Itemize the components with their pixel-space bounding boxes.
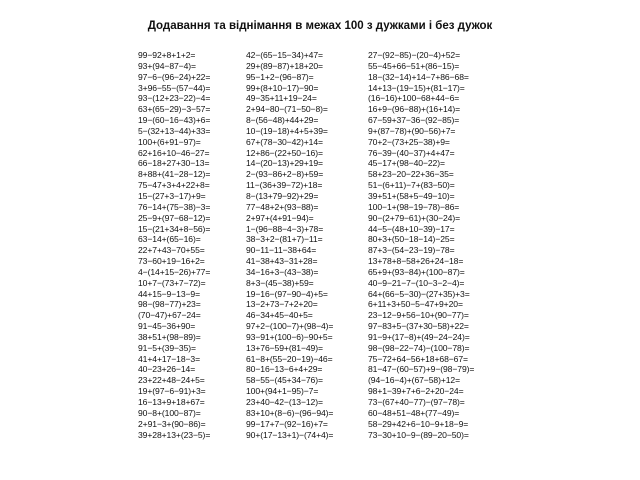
- exercise: 8−(56−48)+44+29=: [246, 115, 319, 126]
- exercise: 40−23+26−14=: [138, 364, 196, 375]
- exercise: 41−38+43−31+28=: [246, 256, 318, 267]
- exercise: 44+15−9−13−9=: [138, 288, 201, 299]
- exercise: 8−(13+79−92)+29=: [246, 190, 319, 201]
- exercise: 10+7−(73+7−72)=: [138, 277, 206, 288]
- exercise-column-2: [246, 50, 333, 440]
- exercise: 63+(65−29)−3−57=: [138, 104, 211, 115]
- exercise: 2+91−3+(90−86)=: [138, 418, 206, 429]
- exercise: 65+9+(93−84)+(100−87)=: [368, 266, 465, 277]
- exercise: 67−59+37−36−(92−85)=: [368, 115, 460, 126]
- exercise: 90−8+(100−87)=: [138, 407, 201, 418]
- exercise: 98−(98−22−74)−(100−78)=: [368, 342, 470, 353]
- exercise: 2+97+(4+91−94)=: [246, 212, 314, 223]
- exercise: 99−92+8+1+2=: [138, 50, 196, 60]
- exercise: 2−(93−86+2−8)+59=: [246, 169, 324, 180]
- exercise: 4−(14+15−26)+77=: [138, 266, 211, 277]
- exercise: 39+51+(58+5−49−10)=: [368, 190, 455, 201]
- exercise: 61−8+(55−20−19)−46=: [246, 353, 333, 364]
- exercise: 98−(98−77)+23=: [138, 299, 201, 310]
- exercise: 58−29+42+6−10−9+18−9=: [368, 418, 469, 429]
- exercise: (94−16−4)+(67−58)+12=: [368, 375, 461, 386]
- exercise: 83+10+(8−6)−(96−94)=: [246, 407, 334, 418]
- exercise: 91−5+(39−35)=: [138, 342, 196, 353]
- exercise: 66−18+27+30−13=: [138, 158, 210, 169]
- exercise: 99+(8+10−17)−90=: [246, 82, 319, 93]
- exercise: 34−16+3−(43−38)=: [246, 266, 319, 277]
- worksheet-title: Додавання та віднімання в межах 100 з дужками і без дужок: [147, 20, 493, 32]
- exercise: 93+(94−87−4)=: [138, 60, 196, 71]
- exercise: 1−(96−88−4−3)+78=: [246, 223, 324, 234]
- exercise: 100+(6+91−97)=: [138, 136, 201, 147]
- exercise: 29+(89−87)+18+20=: [246, 60, 323, 71]
- exercise: 16+9−(96−88)+(16+14)=: [368, 104, 461, 115]
- exercise: 14−(20−13)+29+19=: [246, 158, 323, 169]
- exercise: 73−60+19−16+2=: [138, 256, 205, 267]
- exercise: 19−16−(97−90−4)+5=: [246, 288, 328, 299]
- exercise: 90+(17−13+1)−(74+4)=: [246, 429, 334, 440]
- exercise: 90−(2+79−61)+(30−24)=: [368, 212, 461, 223]
- exercise: 60−48+51−48+(77−49)=: [368, 407, 460, 418]
- exercise: 99−17+7−(92−16)+7=: [246, 418, 328, 429]
- exercise: 58−55−(45+34−76)=: [246, 375, 323, 386]
- exercise: 91−9+(17−8)+(49−24−24)=: [368, 331, 470, 342]
- exercise: 75−72+64−56+18+68−67=: [368, 353, 468, 364]
- exercise: 81−47−(60−57)+9−(98−79)=: [368, 364, 475, 375]
- exercise: 80−16−13−6+4+29=: [246, 364, 323, 375]
- exercise: 40−9−21−7−(10−3−2−4)=: [368, 277, 465, 288]
- exercise: 58+23−20−22+36−35=: [368, 169, 454, 180]
- exercise: 19+(97−6−91)+3=: [138, 386, 206, 397]
- exercise-column-1: [138, 50, 210, 440]
- exercise: 97+2−(100−7)+(98−4)=: [246, 321, 334, 332]
- exercise: 44−5−(48+10−39)−17=: [368, 223, 455, 234]
- exercise: 13+78+8−58+26+24−18=: [368, 256, 464, 267]
- exercise: 77−48+2+(93−88)=: [246, 201, 319, 212]
- exercise: 41+4+17−18−3=: [138, 353, 201, 364]
- exercise: 5−(32+13−44)+33=: [138, 125, 211, 136]
- exercise: 51−(6+11)−7+(83−50)=: [368, 180, 455, 191]
- exercise: 38+51+(98−89)=: [138, 331, 201, 342]
- exercise: 23+40−42−(13−12)=: [246, 397, 323, 407]
- exercise-column-3: [368, 50, 474, 440]
- exercise: 76−39−(40−37)+4+47=: [368, 147, 455, 158]
- exercise: 13+76−59+(81−49)=: [246, 342, 323, 353]
- exercise: 27−(92−85)−(20−4)+52=: [368, 50, 461, 60]
- exercise: 91−45−36+90=: [138, 321, 196, 332]
- exercise: 23+22+48−24+5=: [138, 375, 205, 386]
- exercise: 16−13+9+18+67=: [138, 397, 205, 407]
- exercise: 64+(66−5−30)−(27+35)+3=: [368, 288, 470, 299]
- exercise: 23−12−9+56−10+(90−77)=: [368, 310, 469, 321]
- exercise: 15−(27+3−17)+9=: [138, 190, 206, 201]
- exercise: 49−35+11+19−24=: [246, 93, 317, 104]
- exercise: 100+(94+1−95)−7=: [246, 386, 319, 397]
- exercise: 46−34+45−40+5=: [246, 310, 313, 321]
- exercise: 42−(65−15−34)+47=: [246, 50, 323, 60]
- exercise: 22+7+43−70+55=: [138, 245, 205, 256]
- exercise: 100−1+(98−19−78)−86=: [368, 201, 460, 212]
- exercise: 75−47+3+4+22+8=: [138, 180, 210, 191]
- exercise: 90−11−11−38+64=: [246, 245, 317, 256]
- exercise: 12+86−(22+50−16)=: [246, 147, 323, 158]
- exercise: 67+(78−30−42)+14=: [246, 136, 323, 147]
- exercise: 45−17+(98−40−22)=: [368, 158, 445, 169]
- exercise: 55−45+66−51+(86−15)=: [368, 60, 460, 71]
- exercise: 98+1−39+7+6−2+20−24=: [368, 386, 464, 397]
- exercise: 13−2+73−7+2+20=: [246, 299, 318, 310]
- exercise: 73−30+10−9−(89−20−50)=: [368, 429, 469, 440]
- exercise: (70−47)+67−24=: [138, 310, 201, 321]
- exercise: 18−(32−14)+14−7+86−68=: [368, 71, 469, 82]
- exercise: 25−9+(97−68−12)=: [138, 212, 211, 223]
- exercise: 95−1+2−(96−87)=: [246, 71, 314, 82]
- exercise: 10−(19−18)+4+5+39=: [246, 125, 328, 136]
- exercise: 9+(87−78)+(90−56)+7=: [368, 125, 456, 136]
- exercise: 97−6−(96−24)+22=: [138, 71, 211, 82]
- exercise: 93−91+(100−6)−90+5=: [246, 331, 333, 342]
- exercise: 87+3−(54−23−19)−78=: [368, 245, 455, 256]
- exercise: 11−(36+39−72)+18=: [246, 180, 323, 191]
- exercise: 14+13−(19−15)+(81−17)=: [368, 82, 465, 93]
- exercise: 2+94−80−(71−50−8)=: [246, 104, 328, 115]
- exercise: 39+28+13+(23−5)=: [138, 429, 211, 440]
- exercise: 70+2−(73+25−38)+9=: [368, 136, 450, 147]
- exercise: 97−83+5−(37+30−58)+22=: [368, 321, 469, 332]
- exercise: 3+96−55−(57−44)=: [138, 82, 211, 93]
- exercise: (16−16)+100−68+44−6=: [368, 93, 460, 104]
- exercise: 62+16+10−46−27=: [138, 147, 210, 158]
- exercise: 15−(21+34+8−56)=: [138, 223, 211, 234]
- exercise: 76−14+(75−38)−3=: [138, 201, 211, 212]
- exercise: 6+11+3+50−5−47+9+20=: [368, 299, 463, 310]
- exercise: 93−(12+23−22)−4=: [138, 93, 211, 104]
- exercise: 8+3−(45−38)+59=: [246, 277, 314, 288]
- exercise: 38−3+2−(81+7)−11=: [246, 234, 323, 245]
- exercise: 73−(67+40−77)−(97−78)=: [368, 397, 465, 407]
- exercise: 63−14+(65−16)=: [138, 234, 201, 245]
- exercise: 80+3+(50−18−14)−25=: [368, 234, 455, 245]
- exercise: 8+88+(41−28−12)=: [138, 169, 211, 180]
- exercise: 19−(60−16−43)+6=: [138, 115, 211, 126]
